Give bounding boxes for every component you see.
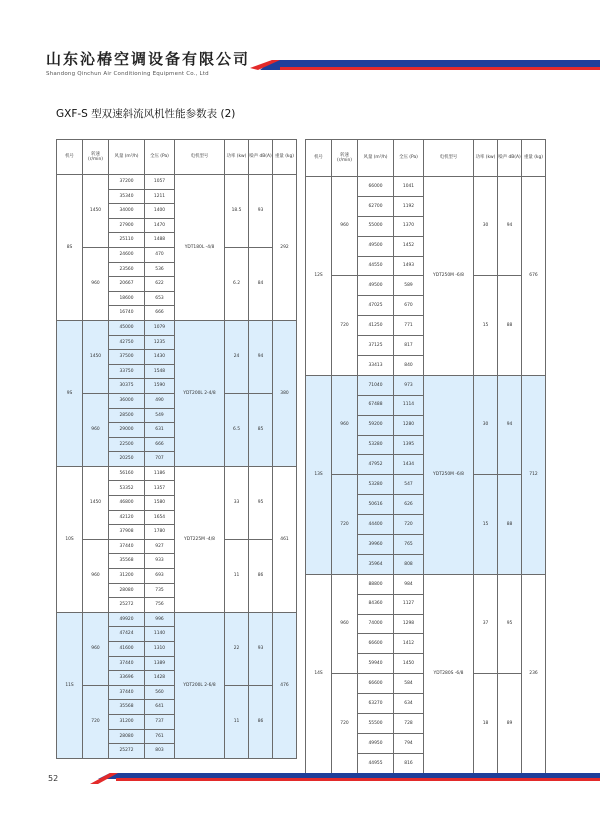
speed-cell: 1450 [83,320,109,393]
pressure-cell: 549 [145,408,175,423]
airflow-cell: 53280 [358,435,394,455]
column-header: 功率 (kw) [225,140,249,175]
noise-cell: 88 [498,475,522,574]
noise-cell: 86 [249,539,273,612]
pressure-cell: 666 [145,437,175,452]
airflow-cell: 47424 [109,627,145,642]
pressure-cell: 1434 [394,455,424,475]
pressure-cell: 756 [145,598,175,613]
noise-cell: 89 [498,674,522,773]
speed-cell: 720 [332,475,358,574]
airflow-cell: 88800 [358,574,394,594]
airflow-cell: 31200 [109,569,145,584]
pressure-cell: 1310 [145,642,175,657]
pressure-cell: 1370 [394,216,424,236]
pressure-cell: 536 [145,262,175,277]
column-header: 电机型号 [175,140,225,175]
noise-cell: 93 [249,175,273,248]
airflow-cell: 20667 [109,277,145,292]
noise-cell: 85 [249,393,273,466]
pressure-cell: 840 [394,356,424,376]
airflow-cell: 44400 [358,515,394,535]
pressure-cell: 622 [145,277,175,292]
pressure-cell: 1389 [145,656,175,671]
motor-cell: YDT280S -6/8 [424,574,474,773]
pressure-cell: 1395 [394,435,424,455]
column-header: 噪声 dB(A) [498,140,522,177]
power-cell: 37 [474,574,498,673]
airflow-cell: 25110 [109,233,145,248]
airflow-cell: 67488 [358,395,394,415]
pressure-cell: 653 [145,291,175,306]
airflow-cell: 62700 [358,196,394,216]
airflow-cell: 56160 [109,466,145,481]
airflow-cell: 30375 [109,379,145,394]
airflow-cell: 28080 [109,729,145,744]
pressure-cell: 728 [394,714,424,734]
pressure-cell: 1580 [145,496,175,511]
column-header: 重量 (kg) [522,140,546,177]
model-cell: 10S [57,466,83,612]
airflow-cell: 31200 [109,714,145,729]
table-row [57,466,297,481]
pressure-cell: 1488 [145,233,175,248]
pressure-cell: 1780 [145,525,175,540]
weight-cell: 380 [273,320,297,466]
airflow-cell: 25272 [109,598,145,613]
pressure-cell: 1298 [394,614,424,634]
weight-cell: 476 [273,612,297,758]
airflow-cell: 55500 [358,714,394,734]
pressure-cell: 1357 [145,481,175,496]
noise-cell: 86 [249,685,273,758]
power-cell: 18.5 [225,175,249,248]
noise-cell: 84 [249,247,273,320]
pressure-cell: 1590 [145,379,175,394]
power-cell: 33 [225,466,249,539]
pressure-cell: 1428 [145,671,175,686]
airflow-cell: 35964 [358,554,394,574]
airflow-cell: 49500 [358,236,394,256]
power-cell: 24 [225,320,249,393]
column-header: 转速 (r/min) [83,140,109,175]
motor-cell: YDT200L 2-4/8 [175,320,225,466]
noise-cell: 94 [249,320,273,393]
pressure-cell: 1470 [145,218,175,233]
airflow-cell: 84360 [358,594,394,614]
pressure-cell: 927 [145,539,175,554]
airflow-cell: 41250 [358,316,394,336]
noise-cell: 88 [498,276,522,375]
airflow-cell: 37500 [109,350,145,365]
pressure-cell: 1186 [145,466,175,481]
airflow-cell: 49500 [358,276,394,296]
pressure-cell: 1211 [145,189,175,204]
airflow-cell: 44955 [358,753,394,773]
airflow-cell: 37200 [109,175,145,190]
header-stripe [250,54,600,76]
airflow-cell: 44550 [358,256,394,276]
airflow-cell: 25272 [109,744,145,759]
pressure-cell: 1140 [145,627,175,642]
motor-cell: YDT200L 2-6/8 [175,612,225,758]
column-header: 机号 [57,140,83,175]
airflow-cell: 42750 [109,335,145,350]
airflow-cell: 46800 [109,496,145,511]
pressure-cell: 1041 [394,177,424,197]
speed-cell: 960 [332,574,358,673]
column-header: 风量 (m³/h) [109,140,145,175]
airflow-cell: 55000 [358,216,394,236]
column-header: 电机型号 [424,140,474,177]
column-header: 重量 (kg) [273,140,297,175]
motor-cell: YDT225M -4/8 [175,466,225,612]
airflow-cell: 18600 [109,291,145,306]
pressure-cell: 1452 [394,236,424,256]
model-cell: 14S [306,574,332,773]
pressure-cell: 626 [394,495,424,515]
airflow-cell: 42120 [109,510,145,525]
airflow-cell: 41600 [109,642,145,657]
motor-cell: YDT250M -6/8 [424,375,474,574]
power-cell: 15 [474,276,498,375]
pressure-cell: 666 [145,306,175,321]
airflow-cell: 53352 [109,481,145,496]
power-cell: 30 [474,177,498,276]
pressure-cell: 735 [145,583,175,598]
noise-cell: 94 [498,375,522,474]
power-cell: 30 [474,375,498,474]
pressure-cell: 1235 [145,335,175,350]
table-row [306,375,546,395]
column-header: 机号 [306,140,332,177]
pressure-cell: 1127 [394,594,424,614]
airflow-cell: 36000 [109,393,145,408]
airflow-cell: 23560 [109,262,145,277]
airflow-cell: 63270 [358,694,394,714]
airflow-cell: 66600 [358,674,394,694]
airflow-cell: 39960 [358,535,394,555]
pressure-cell: 765 [394,535,424,555]
pressure-cell: 984 [394,574,424,594]
speed-cell: 960 [332,177,358,276]
airflow-cell: 33696 [109,671,145,686]
airflow-cell: 22500 [109,437,145,452]
pressure-cell: 490 [145,393,175,408]
speed-cell: 720 [83,685,109,758]
speed-cell: 960 [83,612,109,685]
table-row [57,320,297,335]
pressure-cell: 794 [394,733,424,753]
page-title: GXF-S 型双速斜流风机性能参数表 (2) [56,108,236,120]
airflow-cell: 28080 [109,583,145,598]
model-cell: 11S [57,612,83,758]
airflow-cell: 49950 [358,733,394,753]
airflow-cell: 34000 [109,204,145,219]
power-cell: 6.2 [225,247,249,320]
pressure-cell: 589 [394,276,424,296]
column-header: 功率 (kw) [474,140,498,177]
pressure-cell: 761 [145,729,175,744]
company-name-en: Shandong Qinchun Air Conditioning Equipment Co., Ltd [46,71,209,77]
pressure-cell: 1192 [394,196,424,216]
page-number: 52 [48,774,59,783]
pressure-cell: 641 [145,700,175,715]
pressure-cell: 560 [145,685,175,700]
weight-cell: 292 [273,175,297,321]
pressure-cell: 803 [145,744,175,759]
header-row [57,140,297,175]
column-header: 风量 (m³/h) [358,140,394,177]
table-row [306,177,546,197]
airflow-cell: 37440 [109,656,145,671]
airflow-cell: 16740 [109,306,145,321]
pressure-cell: 737 [145,714,175,729]
pressure-cell: 547 [394,475,424,495]
airflow-cell: 35568 [109,700,145,715]
speed-cell: 1450 [83,466,109,539]
column-header: 全压 (Pa) [394,140,424,177]
airflow-cell: 66000 [358,177,394,197]
pressure-cell: 1057 [145,175,175,190]
pressure-cell: 720 [394,515,424,535]
company-header [46,48,250,77]
pressure-cell: 973 [394,375,424,395]
airflow-cell: 66600 [358,634,394,654]
noise-cell: 95 [498,574,522,673]
pressure-cell: 631 [145,423,175,438]
airflow-cell: 29000 [109,423,145,438]
table-row [57,175,297,190]
company-name-cn: 山东沁椿空调设备有限公司 [46,50,251,68]
airflow-cell: 27900 [109,218,145,233]
airflow-cell: 33750 [109,364,145,379]
pressure-cell: 470 [145,247,175,262]
column-header: 全压 (Pa) [145,140,175,175]
motor-cell: YDT250M -6/8 [424,177,474,376]
power-cell: 6.5 [225,393,249,466]
pressure-cell: 707 [145,452,175,467]
weight-cell: 236 [522,574,546,773]
pressure-cell: 1493 [394,256,424,276]
pressure-cell: 933 [145,554,175,569]
airflow-cell: 53280 [358,475,394,495]
pressure-cell: 670 [394,296,424,316]
motor-cell: YDT180L -4/8 [175,175,225,321]
weight-cell: 461 [273,466,297,612]
airflow-cell: 33413 [358,356,394,376]
pressure-cell: 1400 [145,204,175,219]
airflow-cell: 37440 [109,539,145,554]
airflow-cell: 37908 [109,525,145,540]
airflow-cell: 28500 [109,408,145,423]
model-cell: 12S [306,177,332,376]
power-cell: 18 [474,674,498,773]
speed-cell: 960 [83,539,109,612]
performance-table-right [305,139,546,774]
airflow-cell: 35568 [109,554,145,569]
airflow-cell: 59200 [358,415,394,435]
model-cell: 9S [57,320,83,466]
speed-cell: 720 [332,276,358,375]
pressure-cell: 634 [394,694,424,714]
power-cell: 11 [225,539,249,612]
model-cell: 13S [306,375,332,574]
power-cell: 15 [474,475,498,574]
airflow-cell: 35340 [109,189,145,204]
pressure-cell: 1114 [394,395,424,415]
pressure-cell: 1450 [394,654,424,674]
pressure-cell: 1280 [394,415,424,435]
airflow-cell: 71040 [358,375,394,395]
airflow-cell: 45000 [109,320,145,335]
airflow-cell: 74000 [358,614,394,634]
noise-cell: 93 [249,612,273,685]
airflow-cell: 49920 [109,612,145,627]
pressure-cell: 1548 [145,364,175,379]
airflow-cell: 37125 [358,336,394,356]
airflow-cell: 24600 [109,247,145,262]
footer-stripe [90,770,600,786]
power-cell: 22 [225,612,249,685]
pressure-cell: 816 [394,753,424,773]
pressure-cell: 1654 [145,510,175,525]
airflow-cell: 47025 [358,296,394,316]
noise-cell: 94 [498,177,522,276]
pressure-cell: 808 [394,554,424,574]
pressure-cell: 771 [394,316,424,336]
pressure-cell: 1079 [145,320,175,335]
pressure-cell: 996 [145,612,175,627]
weight-cell: 676 [522,177,546,376]
noise-cell: 95 [249,466,273,539]
column-header: 转速 (r/min) [332,140,358,177]
model-cell: 8S [57,175,83,321]
power-cell: 11 [225,685,249,758]
pressure-cell: 817 [394,336,424,356]
airflow-cell: 47952 [358,455,394,475]
table-row [306,574,546,594]
pressure-cell: 1430 [145,350,175,365]
table-row [57,612,297,627]
header-row [306,140,546,177]
airflow-cell: 50616 [358,495,394,515]
weight-cell: 712 [522,375,546,574]
speed-cell: 960 [332,375,358,474]
speed-cell: 960 [83,393,109,466]
airflow-cell: 20250 [109,452,145,467]
pressure-cell: 584 [394,674,424,694]
column-header: 噪声 dB(A) [249,140,273,175]
airflow-cell: 37440 [109,685,145,700]
speed-cell: 960 [83,247,109,320]
pressure-cell: 1412 [394,634,424,654]
speed-cell: 1450 [83,175,109,248]
speed-cell: 720 [332,674,358,773]
performance-table-left [56,139,297,759]
airflow-cell: 59940 [358,654,394,674]
pressure-cell: 693 [145,569,175,584]
